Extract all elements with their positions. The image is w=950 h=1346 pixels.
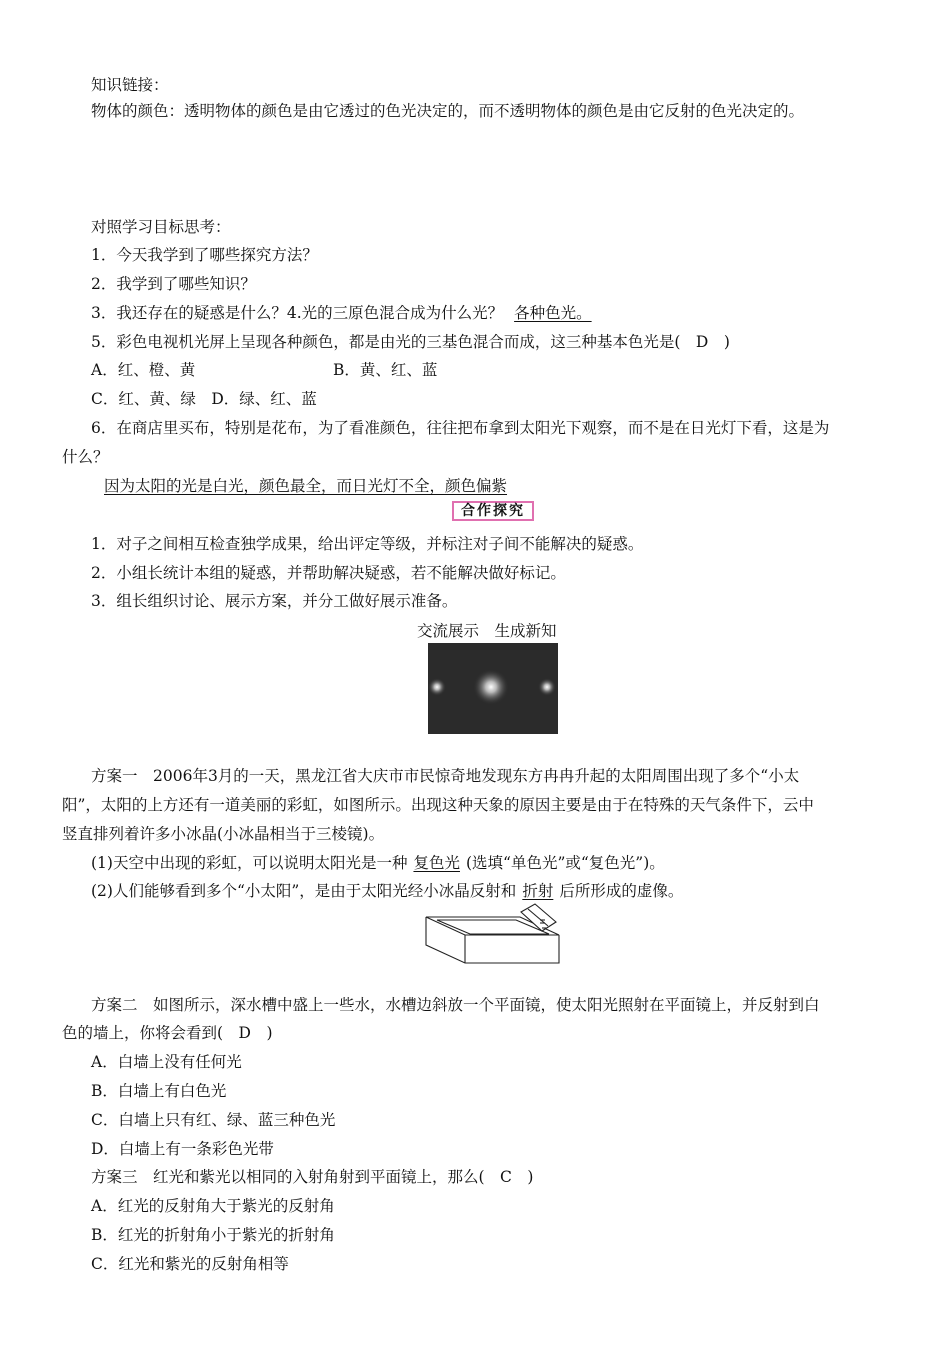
reflect-q6-answer (92, 479, 519, 495)
link-text: 物体的颜色：透明物体的颜色是由它透过的色光决定的，而不透明物体的颜色是由它反射的色光决定的。 (91, 102, 805, 120)
plan1-line3: 竖直排列着许多小冰晶(小冰晶相当于三棱镜)。 (62, 825, 385, 843)
central-sun (473, 669, 509, 705)
plan2-option-a: A．白墙上没有任何光 (91, 1053, 242, 1071)
plan1-line2: 阳”，太阳的上方还有一道美丽的彩虹，如图所示。出现这种天象的原因主要是由于在特殊的天气条件下，云中 (62, 796, 814, 814)
reflect-q6-line2: 什么？ (62, 448, 109, 466)
reflect-q3-answer: 各种色光。 (514, 304, 592, 322)
water-tank-mirror-diagram (425, 898, 560, 964)
plan2-option-d: D．白墙上有一条彩色光带 (91, 1140, 274, 1158)
plan3-option-c: C．红光和紫光的反射角相等 (91, 1255, 289, 1273)
plan3-option-b: B．红光的折射角小于紫光的折射角 (91, 1226, 335, 1244)
plan2-line2: 色的墙上，你将会看到( D ) (62, 1024, 273, 1042)
plan3-option-a: A．红光的反射角大于紫光的反射角 (91, 1197, 335, 1215)
reflect-q5-option-a: A．红、橙、黄 (91, 361, 196, 379)
plan2-option-b: B．白墙上有白色光 (91, 1082, 227, 1100)
plan1-line1: 方案一 2006年3月的一天，黑龙江省大庆市市民惊奇地发现东方冉冉升起的太阳周围出现了多个“小太 (91, 767, 800, 785)
plan1-q2-text: (2)人们能够看到多个“小太阳”，是由于太阳光经小冰晶反射和 (91, 882, 517, 900)
plan1-q1-text: (1)天空中出现的彩虹，可以说明太阳光是一种 (91, 854, 408, 872)
reflect-heading: 对照学习目标思考： (91, 218, 231, 236)
reflect-q6-answer-text: 因为太阳的光是白光，颜色最全，而日光灯不全，颜色偏紫 (104, 477, 508, 495)
reflect-q5-option-cd: C．红、黄、绿 D．绿、红、蓝 (91, 390, 317, 408)
reflect-q3-text: 3．我还存在的疑惑是什么？4.光的三原色混合成为什么光？ (91, 304, 504, 322)
plan1-q1 (91, 856, 665, 872)
plan1-q1-answer: 复色光 (413, 854, 460, 872)
reflect-q3 (91, 306, 598, 322)
plan1-q2 (91, 884, 683, 900)
reflect-q5-option-b: B．黄、红、蓝 (333, 361, 438, 379)
plan3-line1: 方案三 红光和紫光以相同的入射角射到平面镜上，那么( C ) (91, 1168, 534, 1186)
reflect-q6-line1: 6．在商店里买布，特别是花布，为了看准颜色，往往把布拿到太阳光下观察，而不是在日光灯下看，这是为 (91, 419, 830, 437)
plan1-q2-answer: 折射 (522, 882, 554, 900)
left-parhelion (428, 678, 446, 696)
plan2-line1: 方案二 如图所示，深水槽中盛上一些水，水槽边斜放一个平面镜，使太阳光照射在平面镜上，并反射到白 (91, 996, 820, 1014)
reflect-q1: 1．今天我学到了哪些探究方法？ (91, 246, 318, 264)
reflect-q2: 2．我学到了哪些知识？ (91, 275, 256, 293)
coop-subtitle: 交流展示 生成新知 (417, 622, 557, 640)
plan1-q1-hint: (选填“单色光”或“复色光”)。 (465, 854, 665, 872)
reflect-q5: 5．彩色电视机光屏上呈现各种颜色，都是由光的三基色混合而成，这三种基本色光是( D ) (91, 333, 730, 351)
coop-step-2: 2．小组长统计本组的疑惑，并帮助解决疑惑，若不能解决做好标记。 (91, 564, 566, 582)
plan1-q2-tail: 后所形成的虚像。 (559, 882, 684, 900)
sun-halo-photo (428, 643, 558, 734)
coop-step-1: 1．对子之间相互检查独学成果，给出评定等级，并标注对子间不能解决的疑惑。 (91, 535, 644, 553)
right-parhelion (538, 678, 556, 696)
coop-step-3: 3．组长组织讨论、展示方案，并分工做好展示准备。 (91, 592, 458, 610)
plan2-option-c: C．白墙上只有红、绿、蓝三种色光 (91, 1111, 336, 1129)
link-heading: 知识链接： (91, 76, 169, 94)
coop-badge: 合作探究 (452, 501, 534, 521)
